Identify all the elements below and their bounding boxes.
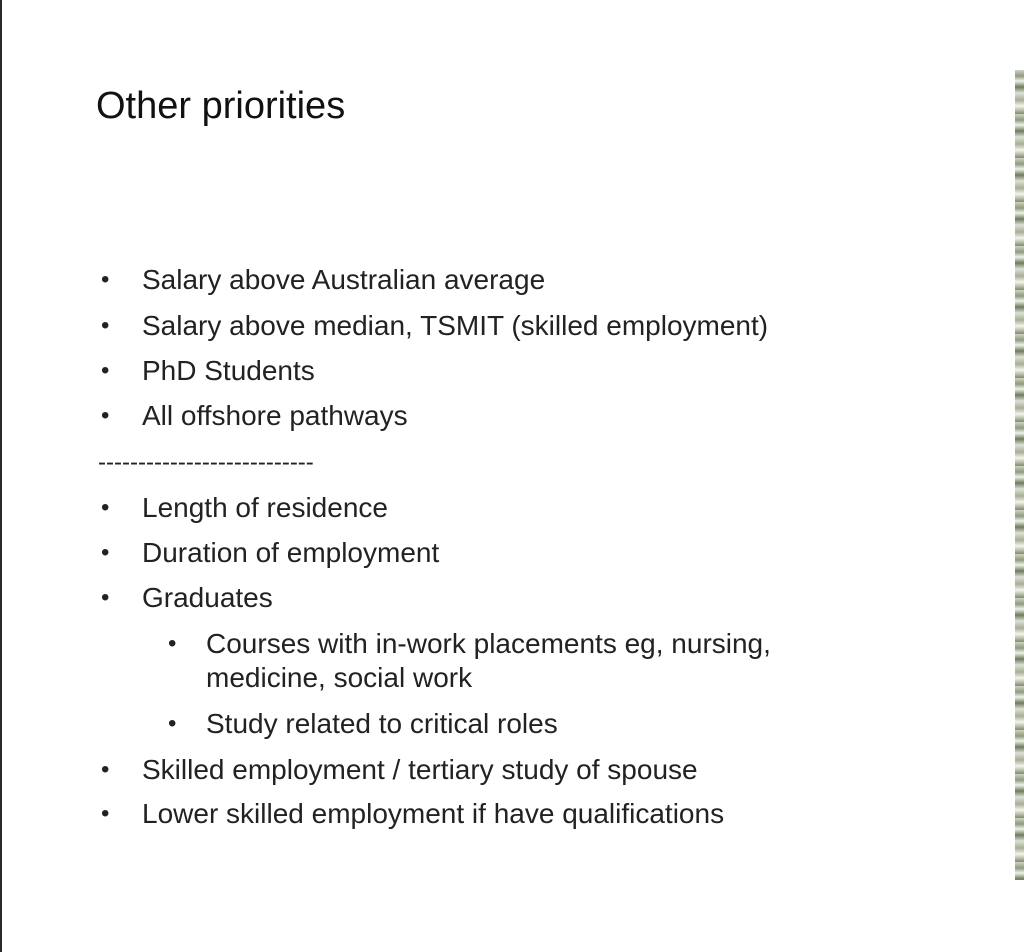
list-item-text: Graduates (142, 582, 273, 613)
bullet-icon: • (101, 800, 110, 827)
list-item-text: Lower skilled employment if have qualifications (142, 798, 725, 829)
bullet-icon: • (168, 710, 177, 737)
bullet-icon: • (101, 584, 110, 611)
bullet-icon: • (101, 357, 110, 384)
list-item-text: Skilled employment / tertiary study of spouse (142, 754, 698, 785)
list-item-text: PhD Students (142, 355, 315, 386)
bullet-icon: • (101, 539, 110, 566)
list-item-text: Salary above median, TSMIT (skilled employment) (142, 310, 769, 341)
list-item-text: Length of residence (142, 492, 388, 523)
window-left-border (0, 0, 2, 952)
side-photo-image (1015, 70, 1024, 880)
sub-list-item-text: Study related to critical roles (206, 708, 558, 739)
sub-list-item-text: Courses with in-work placements eg, nursing, (206, 628, 771, 659)
bullet-icon: • (101, 266, 110, 293)
bullet-icon: • (168, 630, 177, 657)
list-item-text: Salary above Australian average (142, 264, 546, 295)
list-item-text: All offshore pathways (142, 400, 408, 431)
bullet-icon: • (101, 494, 110, 521)
bullet-icon: • (101, 312, 110, 339)
slide-title: Other priorities (96, 85, 346, 127)
bullet-icon: • (101, 756, 110, 783)
section-divider: --------------------------- (98, 449, 314, 476)
sub-list-item-text-continued: medicine, social work (206, 662, 473, 693)
bullet-icon: • (101, 402, 110, 429)
list-item-text: Duration of employment (142, 537, 440, 568)
